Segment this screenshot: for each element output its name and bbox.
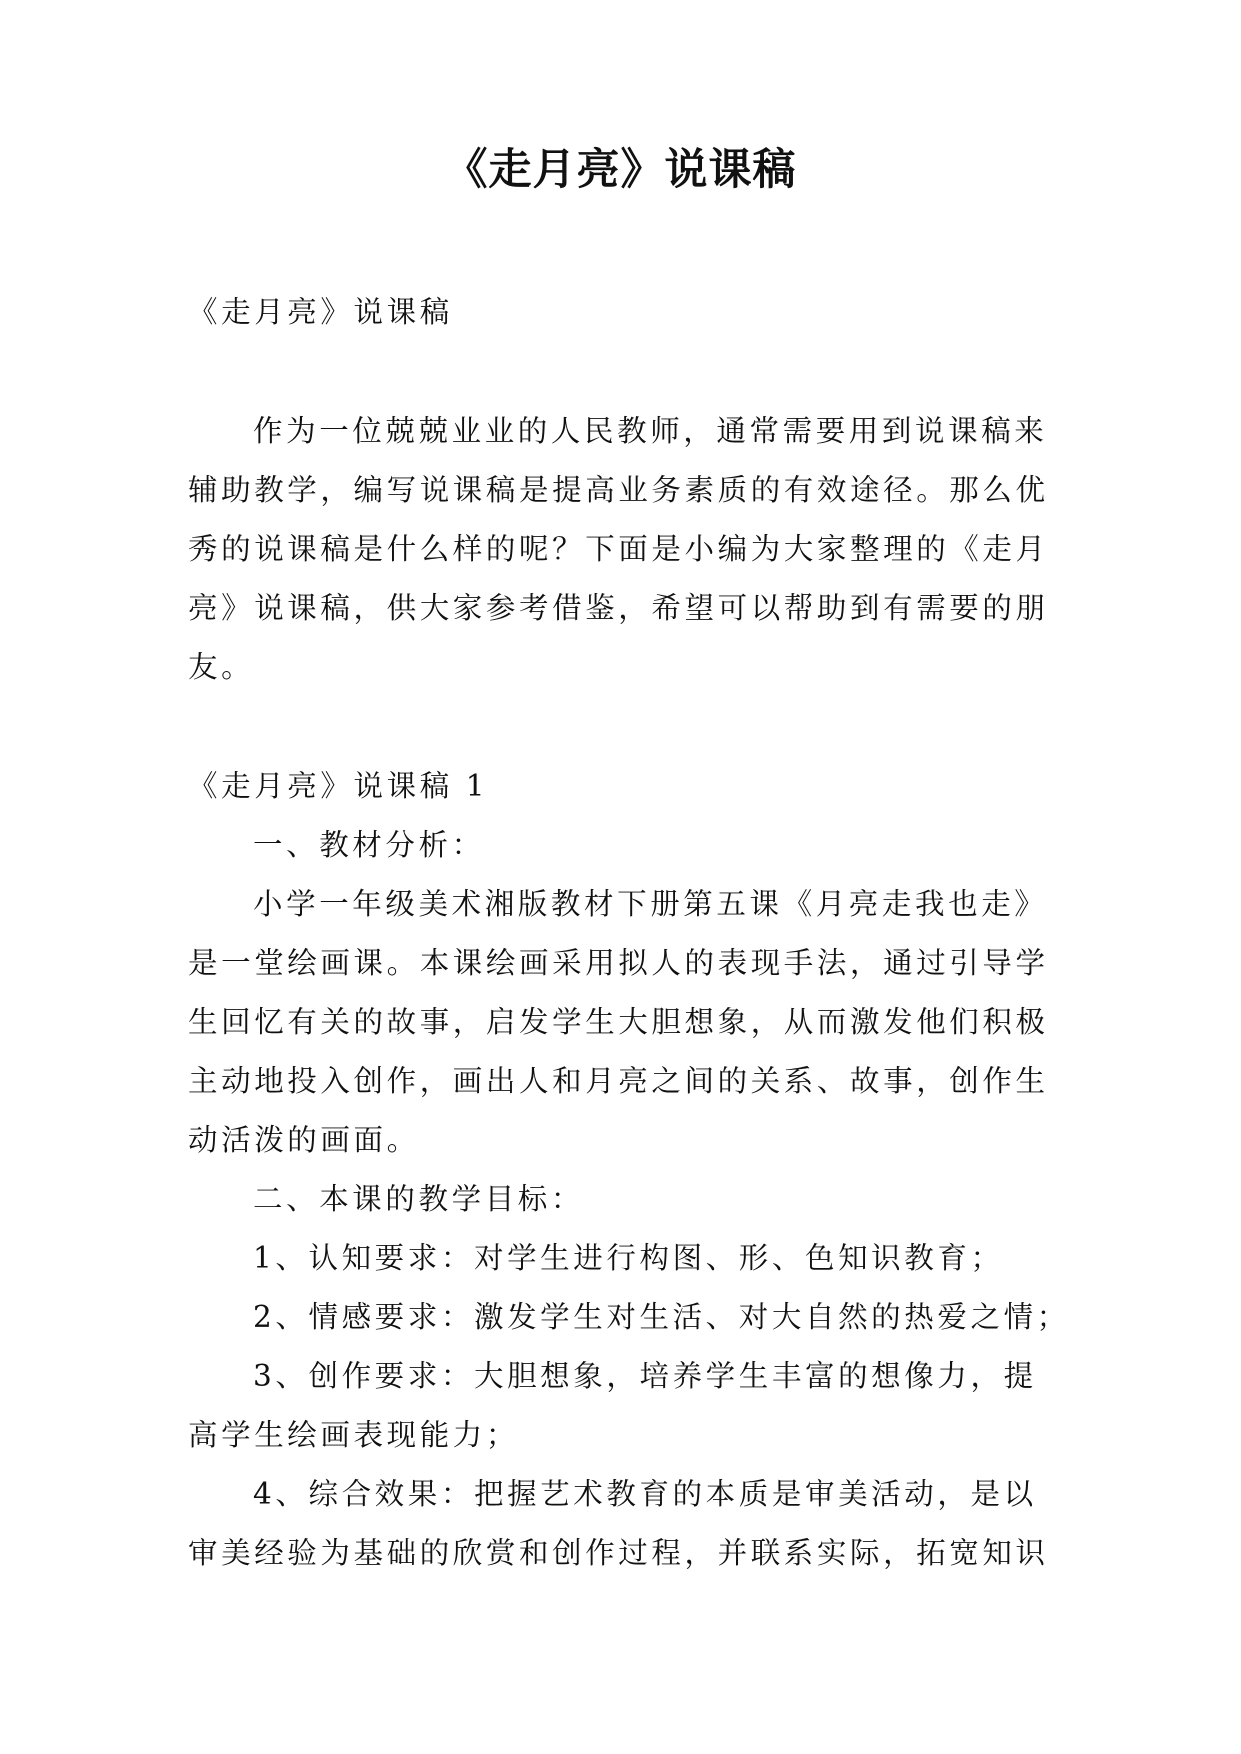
intro-line-1: 作为一位兢兢业业的人民教师，通常需要用到说课稿来 bbox=[253, 414, 1048, 448]
goal-2: 2、情感要求：激发学生对生活、对大自然的热爱之情； bbox=[253, 1300, 1070, 1334]
section-heading-1: 《走月亮》说课稿 1 bbox=[188, 769, 489, 803]
intro-line-2: 辅助教学，编写说课稿是提高业务素质的有效途径。那么优 bbox=[188, 473, 1049, 507]
part1-line-3: 生回忆有关的故事，启发学生大胆想象，从而激发他们积极 bbox=[188, 1005, 1049, 1039]
goal-3-line-2: 高学生绘画表现能力； bbox=[188, 1418, 520, 1452]
document-title: 《走月亮》说课稿 bbox=[444, 145, 797, 195]
part1-line-2: 是一堂绘画课。本课绘画采用拟人的表现手法，通过引导学 bbox=[188, 946, 1049, 980]
goal-4-line-2: 审美经验为基础的欣赏和创作过程，并联系实际，拓宽知识 bbox=[188, 1536, 1049, 1570]
subtitle: 《走月亮》说课稿 bbox=[188, 295, 453, 329]
part1-line-4: 主动地投入创作，画出人和月亮之间的关系、故事，创作生 bbox=[188, 1064, 1049, 1098]
part1-line-5: 动活泼的画面。 bbox=[188, 1123, 420, 1157]
goal-1: 1、认知要求：对学生进行构图、形、色知识教育； bbox=[253, 1241, 1004, 1275]
part-heading-1: 一、教材分析： bbox=[253, 828, 485, 862]
part-heading-2: 二、本课的教学目标： bbox=[253, 1182, 585, 1216]
goal-3-line-1: 3、创作要求：大胆想象，培养学生丰富的想像力，提 bbox=[253, 1359, 1037, 1393]
intro-line-3: 秀的说课稿是什么样的呢？下面是小编为大家整理的《走月 bbox=[188, 532, 1049, 566]
intro-line-4: 亮》说课稿，供大家参考借鉴，希望可以帮助到有需要的朋 bbox=[188, 591, 1049, 625]
part1-line-1: 小学一年级美术湘版教材下册第五课《月亮走我也走》 bbox=[253, 887, 1048, 921]
intro-line-5: 友。 bbox=[188, 650, 255, 684]
goal-4-line-1: 4、综合效果：把握艺术教育的本质是审美活动，是以 bbox=[253, 1477, 1037, 1511]
